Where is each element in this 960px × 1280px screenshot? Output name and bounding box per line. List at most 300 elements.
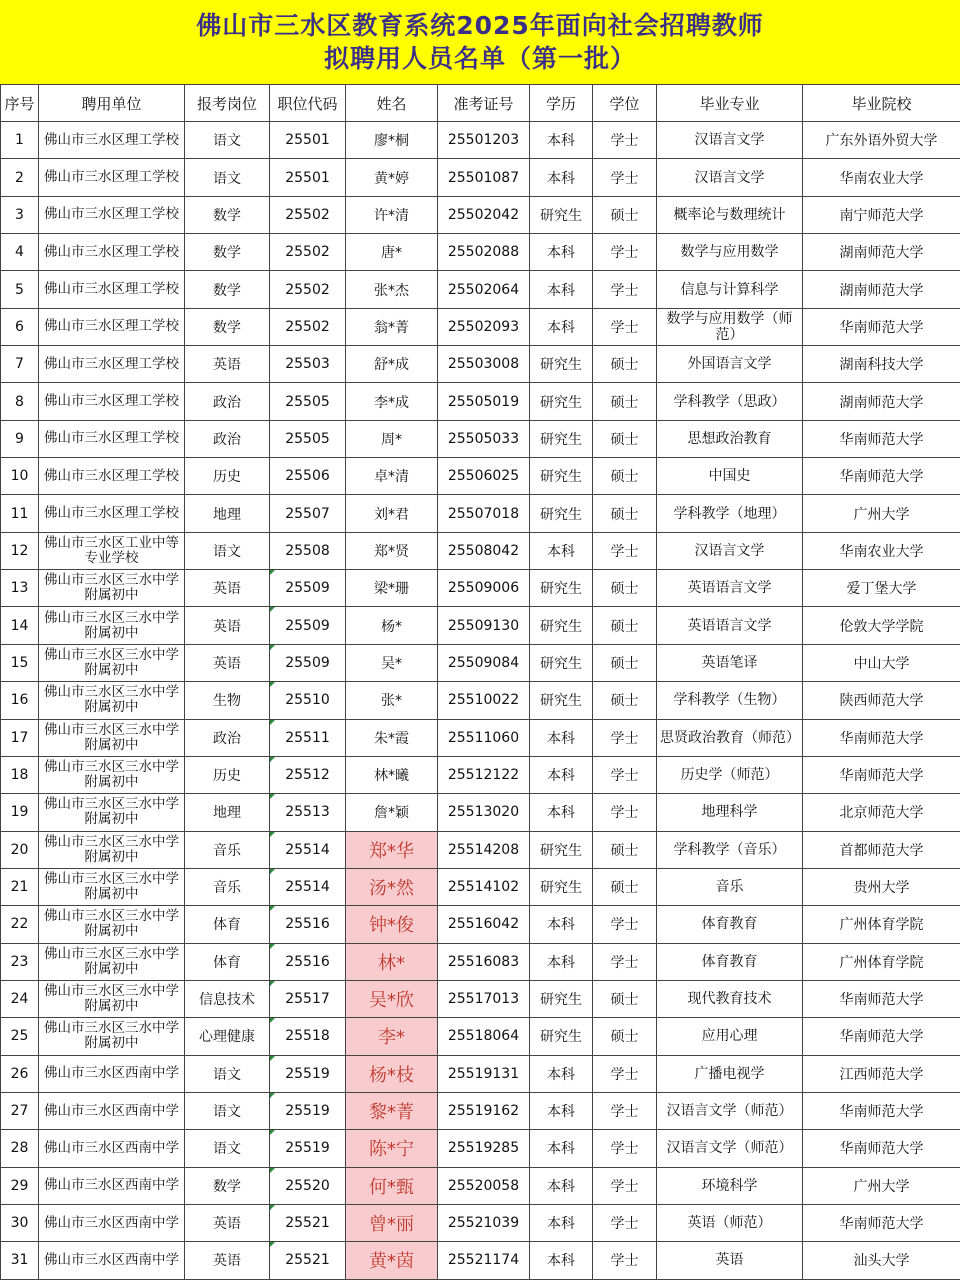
- cell-post: 历史: [185, 458, 270, 495]
- cell-exam-no: 25521039: [438, 1204, 530, 1241]
- cell-name: 黄*茵: [346, 1242, 438, 1279]
- cell-exam-no: 25516042: [438, 906, 530, 943]
- cell-degree: 学士: [593, 532, 657, 569]
- table-row: [1, 234, 960, 271]
- cell-exam-no: 25512122: [438, 756, 530, 793]
- cell-major: 外国语言文学: [657, 346, 803, 383]
- cell-unit: 佛山市三水区三水中学附属初中: [39, 794, 185, 831]
- cell-education: 本科: [530, 122, 593, 159]
- title-line-1: 佛山市三水区教育系统2025年面向社会招聘教师: [196, 11, 764, 40]
- cell-name: 周*: [346, 420, 438, 457]
- cell-major: 体育教育: [657, 943, 803, 980]
- cell-code: 25516: [270, 943, 346, 980]
- cell-code: 25514: [270, 831, 346, 868]
- cell-major: 数学与应用数学: [657, 234, 803, 271]
- cell-name: 李*: [346, 1018, 438, 1055]
- cell-post: 地理: [185, 495, 270, 532]
- cell-major: 学科教学（生物）: [657, 682, 803, 719]
- cell-unit: 佛山市三水区三水中学附属初中: [39, 831, 185, 868]
- cell-name: 钟*俊: [346, 906, 438, 943]
- cell-unit: 佛山市三水区理工学校: [39, 458, 185, 495]
- cell-name: 朱*霞: [346, 719, 438, 756]
- cell-degree: 学士: [593, 234, 657, 271]
- cell-exam-no: 25506025: [438, 458, 530, 495]
- cell-school: 广州大学: [803, 1167, 960, 1204]
- cell-education: 本科: [530, 943, 593, 980]
- cell-major: 英语: [657, 1242, 803, 1279]
- cell-post: 英语: [185, 607, 270, 644]
- col-header-education: 学历: [530, 85, 593, 122]
- cell-code: 25519: [270, 1055, 346, 1092]
- cell-name: 郑*贤: [346, 532, 438, 569]
- cell-unit: 佛山市三水区三水中学附属初中: [39, 980, 185, 1017]
- table-row: [1, 1092, 960, 1129]
- cell-unit: 佛山市三水区西南中学: [39, 1092, 185, 1129]
- cell-degree: 硕士: [593, 980, 657, 1017]
- cell-name: 廖*桐: [346, 122, 438, 159]
- cell-post: 语文: [185, 159, 270, 196]
- cell-code: 25509: [270, 644, 346, 681]
- cell-unit: 佛山市三水区西南中学: [39, 1055, 185, 1092]
- table-row: [1, 756, 960, 793]
- cell-degree: 硕士: [593, 420, 657, 457]
- cell-degree: 学士: [593, 756, 657, 793]
- cell-no: 1: [1, 122, 39, 159]
- cell-degree: 硕士: [593, 458, 657, 495]
- cell-post: 英语: [185, 570, 270, 607]
- cell-education: 本科: [530, 159, 593, 196]
- cell-no: 17: [1, 719, 39, 756]
- title-line-2: 拟聘用人员名单（第一批）: [323, 44, 636, 73]
- cell-major: 体育教育: [657, 906, 803, 943]
- cell-name: 黄*婷: [346, 159, 438, 196]
- cell-name: 黎*菁: [346, 1092, 438, 1129]
- cell-code: 25516: [270, 906, 346, 943]
- table-row: [1, 906, 960, 943]
- cell-no: 28: [1, 1130, 39, 1167]
- cell-major: 汉语言文学（师范）: [657, 1092, 803, 1129]
- cell-exam-no: 25517013: [438, 980, 530, 1017]
- cell-school: 北京师范大学: [803, 794, 960, 831]
- cell-post: 心理健康: [185, 1018, 270, 1055]
- cell-name: 唐*: [346, 234, 438, 271]
- cell-unit: 佛山市三水区三水中学附属初中: [39, 756, 185, 793]
- cell-unit: 佛山市三水区理工学校: [39, 495, 185, 532]
- cell-exam-no: 25502093: [438, 308, 530, 345]
- cell-code: 25505: [270, 383, 346, 420]
- cell-major: 地理科学: [657, 794, 803, 831]
- cell-school: 陕西师范大学: [803, 682, 960, 719]
- cell-exam-no: 25501203: [438, 122, 530, 159]
- cell-no: 12: [1, 532, 39, 569]
- cell-school: 湖南科技大学: [803, 346, 960, 383]
- cell-school: 爱丁堡大学: [803, 570, 960, 607]
- cell-education: 研究生: [530, 570, 593, 607]
- cell-code: 25511: [270, 719, 346, 756]
- cell-degree: 硕士: [593, 644, 657, 681]
- roster-table: [0, 84, 960, 1280]
- cell-education: 研究生: [530, 458, 593, 495]
- cell-school: 湖南师范大学: [803, 234, 960, 271]
- cell-unit: 佛山市三水区理工学校: [39, 234, 185, 271]
- table-row: [1, 943, 960, 980]
- cell-name: 张*杰: [346, 271, 438, 308]
- cell-education: 本科: [530, 1242, 593, 1279]
- cell-education: 本科: [530, 794, 593, 831]
- cell-school: 华南师范大学: [803, 458, 960, 495]
- cell-no: 6: [1, 308, 39, 345]
- cell-no: 3: [1, 196, 39, 233]
- cell-unit: 佛山市三水区理工学校: [39, 420, 185, 457]
- title-banner: [0, 0, 960, 84]
- cell-school: 首都师范大学: [803, 831, 960, 868]
- cell-education: 研究生: [530, 346, 593, 383]
- cell-code: 25521: [270, 1242, 346, 1279]
- cell-post: 政治: [185, 719, 270, 756]
- cell-unit: 佛山市三水区三水中学附属初中: [39, 868, 185, 905]
- cell-education: 研究生: [530, 607, 593, 644]
- cell-exam-no: 25509084: [438, 644, 530, 681]
- cell-education: 本科: [530, 906, 593, 943]
- cell-unit: 佛山市三水区三水中学附属初中: [39, 943, 185, 980]
- cell-code: 25508: [270, 532, 346, 569]
- cell-unit: 佛山市三水区三水中学附属初中: [39, 607, 185, 644]
- col-header-post: 报考岗位: [185, 85, 270, 122]
- cell-major: 思想政治教育: [657, 420, 803, 457]
- cell-code: 25501: [270, 159, 346, 196]
- cell-education: 研究生: [530, 383, 593, 420]
- cell-post: 音乐: [185, 868, 270, 905]
- cell-exam-no: 25518064: [438, 1018, 530, 1055]
- cell-name: 曾*丽: [346, 1204, 438, 1241]
- table-row: [1, 1242, 960, 1279]
- cell-school: 华南师范大学: [803, 756, 960, 793]
- cell-name: 舒*成: [346, 346, 438, 383]
- cell-school: 广州体育学院: [803, 906, 960, 943]
- cell-school: 汕头大学: [803, 1242, 960, 1279]
- cell-school: 广东外语外贸大学: [803, 122, 960, 159]
- cell-school: 湖南师范大学: [803, 383, 960, 420]
- cell-degree: 硕士: [593, 607, 657, 644]
- cell-major: 历史学（师范）: [657, 756, 803, 793]
- cell-major: 英语语言文学: [657, 570, 803, 607]
- cell-no: 7: [1, 346, 39, 383]
- cell-code: 25507: [270, 495, 346, 532]
- table-row: [1, 271, 960, 308]
- cell-code: 25509: [270, 607, 346, 644]
- cell-post: 历史: [185, 756, 270, 793]
- cell-degree: 硕士: [593, 495, 657, 532]
- cell-post: 语文: [185, 1092, 270, 1129]
- cell-no: 27: [1, 1092, 39, 1129]
- cell-major: 数学与应用数学（师范）: [657, 308, 803, 345]
- cell-name: 詹*颖: [346, 794, 438, 831]
- cell-code: 25514: [270, 868, 346, 905]
- table-row: [1, 1018, 960, 1055]
- cell-code: 25505: [270, 420, 346, 457]
- cell-education: 本科: [530, 532, 593, 569]
- cell-post: 数学: [185, 196, 270, 233]
- table-row: [1, 570, 960, 607]
- cell-exam-no: 25503008: [438, 346, 530, 383]
- cell-major: 环境科学: [657, 1167, 803, 1204]
- cell-unit: 佛山市三水区三水中学附属初中: [39, 682, 185, 719]
- cell-exam-no: 25510022: [438, 682, 530, 719]
- cell-post: 政治: [185, 420, 270, 457]
- table-row: [1, 1130, 960, 1167]
- cell-degree: 硕士: [593, 570, 657, 607]
- cell-degree: 硕士: [593, 383, 657, 420]
- cell-school: 华南师范大学: [803, 1018, 960, 1055]
- table-row: [1, 831, 960, 868]
- cell-major: 英语笔译: [657, 644, 803, 681]
- cell-name: 郑*华: [346, 831, 438, 868]
- table-row: [1, 1204, 960, 1241]
- cell-degree: 硕士: [593, 196, 657, 233]
- cell-exam-no: 25519285: [438, 1130, 530, 1167]
- table-row: [1, 532, 960, 569]
- cell-no: 11: [1, 495, 39, 532]
- cell-school: 伦敦大学学院: [803, 607, 960, 644]
- cell-no: 21: [1, 868, 39, 905]
- cell-unit: 佛山市三水区理工学校: [39, 271, 185, 308]
- cell-post: 语文: [185, 1055, 270, 1092]
- col-header-major: 毕业专业: [657, 85, 803, 122]
- cell-code: 25519: [270, 1130, 346, 1167]
- cell-post: 生物: [185, 682, 270, 719]
- cell-unit: 佛山市三水区西南中学: [39, 1204, 185, 1241]
- cell-major: 应用心理: [657, 1018, 803, 1055]
- cell-unit: 佛山市三水区理工学校: [39, 159, 185, 196]
- cell-degree: 学士: [593, 308, 657, 345]
- col-header-unit: 聘用单位: [39, 85, 185, 122]
- cell-no: 18: [1, 756, 39, 793]
- cell-education: 研究生: [530, 644, 593, 681]
- cell-exam-no: 25514102: [438, 868, 530, 905]
- cell-degree: 学士: [593, 794, 657, 831]
- cell-exam-no: 25502042: [438, 196, 530, 233]
- cell-no: 10: [1, 458, 39, 495]
- cell-education: 研究生: [530, 1018, 593, 1055]
- cell-code: 25503: [270, 346, 346, 383]
- cell-education: 本科: [530, 1092, 593, 1129]
- cell-exam-no: 25509130: [438, 607, 530, 644]
- cell-code: 25512: [270, 756, 346, 793]
- cell-post: 语文: [185, 1130, 270, 1167]
- table-row: [1, 122, 960, 159]
- table-row: [1, 346, 960, 383]
- cell-school: 华南师范大学: [803, 308, 960, 345]
- cell-degree: 学士: [593, 1055, 657, 1092]
- table-row: [1, 196, 960, 233]
- col-header-code: 职位代码: [270, 85, 346, 122]
- cell-education: 本科: [530, 234, 593, 271]
- cell-name: 杨*: [346, 607, 438, 644]
- cell-name: 张*: [346, 682, 438, 719]
- cell-name: 卓*清: [346, 458, 438, 495]
- cell-code: 25510: [270, 682, 346, 719]
- cell-unit: 佛山市三水区理工学校: [39, 346, 185, 383]
- cell-no: 16: [1, 682, 39, 719]
- table-row: [1, 495, 960, 532]
- table-row: [1, 644, 960, 681]
- table-row: [1, 607, 960, 644]
- cell-degree: 学士: [593, 159, 657, 196]
- cell-degree: 学士: [593, 943, 657, 980]
- cell-school: 华南师范大学: [803, 1130, 960, 1167]
- cell-school: 广州大学: [803, 495, 960, 532]
- cell-name: 汤*然: [346, 868, 438, 905]
- table-row: [1, 308, 960, 345]
- cell-exam-no: 25502088: [438, 234, 530, 271]
- cell-school: 华南师范大学: [803, 420, 960, 457]
- cell-name: 翁*菁: [346, 308, 438, 345]
- roster-table-container: [0, 84, 960, 1280]
- cell-major: 信息与计算科学: [657, 271, 803, 308]
- cell-major: 学科教学（地理）: [657, 495, 803, 532]
- cell-education: 研究生: [530, 196, 593, 233]
- cell-degree: 硕士: [593, 682, 657, 719]
- cell-major: 中国史: [657, 458, 803, 495]
- cell-unit: 佛山市三水区理工学校: [39, 308, 185, 345]
- cell-code: 25502: [270, 271, 346, 308]
- cell-major: 英语（师范）: [657, 1204, 803, 1241]
- cell-code: 25502: [270, 196, 346, 233]
- cell-name: 许*清: [346, 196, 438, 233]
- cell-no: 4: [1, 234, 39, 271]
- cell-exam-no: 25501087: [438, 159, 530, 196]
- cell-education: 本科: [530, 1167, 593, 1204]
- cell-unit: 佛山市三水区西南中学: [39, 1242, 185, 1279]
- cell-no: 22: [1, 906, 39, 943]
- cell-education: 本科: [530, 756, 593, 793]
- cell-school: 湖南师范大学: [803, 271, 960, 308]
- cell-school: 贵州大学: [803, 868, 960, 905]
- cell-school: 华南师范大学: [803, 719, 960, 756]
- cell-education: 本科: [530, 1204, 593, 1241]
- cell-code: 25502: [270, 308, 346, 345]
- col-header-degree: 学位: [593, 85, 657, 122]
- cell-post: 数学: [185, 271, 270, 308]
- cell-name: 林*: [346, 943, 438, 980]
- cell-code: 25521: [270, 1204, 346, 1241]
- cell-name: 杨*枝: [346, 1055, 438, 1092]
- cell-exam-no: 25513020: [438, 794, 530, 831]
- cell-degree: 学士: [593, 1204, 657, 1241]
- cell-school: 华南农业大学: [803, 532, 960, 569]
- cell-unit: 佛山市三水区理工学校: [39, 196, 185, 233]
- cell-post: 数学: [185, 308, 270, 345]
- cell-post: 语文: [185, 122, 270, 159]
- cell-degree: 硕士: [593, 868, 657, 905]
- table-row: [1, 1055, 960, 1092]
- cell-degree: 硕士: [593, 831, 657, 868]
- cell-school: 广州体育学院: [803, 943, 960, 980]
- cell-unit: 佛山市三水区三水中学附属初中: [39, 644, 185, 681]
- cell-exam-no: 25505019: [438, 383, 530, 420]
- cell-code: 25513: [270, 794, 346, 831]
- cell-school: 华南师范大学: [803, 980, 960, 1017]
- cell-code: 25501: [270, 122, 346, 159]
- cell-major: 概率论与数理统计: [657, 196, 803, 233]
- cell-no: 8: [1, 383, 39, 420]
- cell-degree: 学士: [593, 1130, 657, 1167]
- cell-education: 本科: [530, 1055, 593, 1092]
- cell-post: 信息技术: [185, 980, 270, 1017]
- cell-no: 31: [1, 1242, 39, 1279]
- cell-exam-no: 25508042: [438, 532, 530, 569]
- cell-name: 梁*珊: [346, 570, 438, 607]
- cell-exam-no: 25514208: [438, 831, 530, 868]
- cell-exam-no: 25516083: [438, 943, 530, 980]
- col-header-school: 毕业院校: [803, 85, 960, 122]
- cell-unit: 佛山市三水区西南中学: [39, 1167, 185, 1204]
- col-header-name: 姓名: [346, 85, 438, 122]
- cell-post: 数学: [185, 234, 270, 271]
- cell-major: 现代教育技术: [657, 980, 803, 1017]
- cell-code: 25520: [270, 1167, 346, 1204]
- cell-major: 学科教学（音乐）: [657, 831, 803, 868]
- cell-post: 英语: [185, 644, 270, 681]
- cell-name: 陈*宁: [346, 1130, 438, 1167]
- cell-unit: 佛山市三水区工业中等专业学校: [39, 532, 185, 569]
- cell-degree: 学士: [593, 1092, 657, 1129]
- cell-major: 广播电视学: [657, 1055, 803, 1092]
- table-row: [1, 458, 960, 495]
- cell-name: 吴*欣: [346, 980, 438, 1017]
- cell-code: 25517: [270, 980, 346, 1017]
- cell-post: 音乐: [185, 831, 270, 868]
- cell-unit: 佛山市三水区三水中学附属初中: [39, 906, 185, 943]
- cell-post: 地理: [185, 794, 270, 831]
- cell-degree: 硕士: [593, 346, 657, 383]
- cell-exam-no: 25519162: [438, 1092, 530, 1129]
- cell-no: 2: [1, 159, 39, 196]
- cell-code: 25519: [270, 1092, 346, 1129]
- cell-code: 25506: [270, 458, 346, 495]
- cell-degree: 学士: [593, 1167, 657, 1204]
- cell-exam-no: 25521174: [438, 1242, 530, 1279]
- cell-degree: 学士: [593, 271, 657, 308]
- col-header-no: 序号: [1, 85, 39, 122]
- cell-name: 李*成: [346, 383, 438, 420]
- cell-no: 30: [1, 1204, 39, 1241]
- cell-education: 本科: [530, 719, 593, 756]
- cell-education: 本科: [530, 1130, 593, 1167]
- cell-post: 英语: [185, 1242, 270, 1279]
- cell-education: 研究生: [530, 868, 593, 905]
- table-row: [1, 719, 960, 756]
- cell-no: 24: [1, 980, 39, 1017]
- cell-no: 29: [1, 1167, 39, 1204]
- cell-school: 江西师范大学: [803, 1055, 960, 1092]
- cell-education: 本科: [530, 308, 593, 345]
- cell-major: 学科教学（思政）: [657, 383, 803, 420]
- table-row: [1, 159, 960, 196]
- cell-major: 音乐: [657, 868, 803, 905]
- cell-education: 研究生: [530, 420, 593, 457]
- cell-degree: 学士: [593, 1242, 657, 1279]
- cell-name: 吴*: [346, 644, 438, 681]
- cell-name: 何*甄: [346, 1167, 438, 1204]
- cell-unit: 佛山市三水区理工学校: [39, 122, 185, 159]
- cell-major: 汉语言文学（师范）: [657, 1130, 803, 1167]
- cell-name: 林*曦: [346, 756, 438, 793]
- cell-exam-no: 25511060: [438, 719, 530, 756]
- cell-unit: 佛山市三水区三水中学附属初中: [39, 719, 185, 756]
- table-row: [1, 868, 960, 905]
- cell-code: 25502: [270, 234, 346, 271]
